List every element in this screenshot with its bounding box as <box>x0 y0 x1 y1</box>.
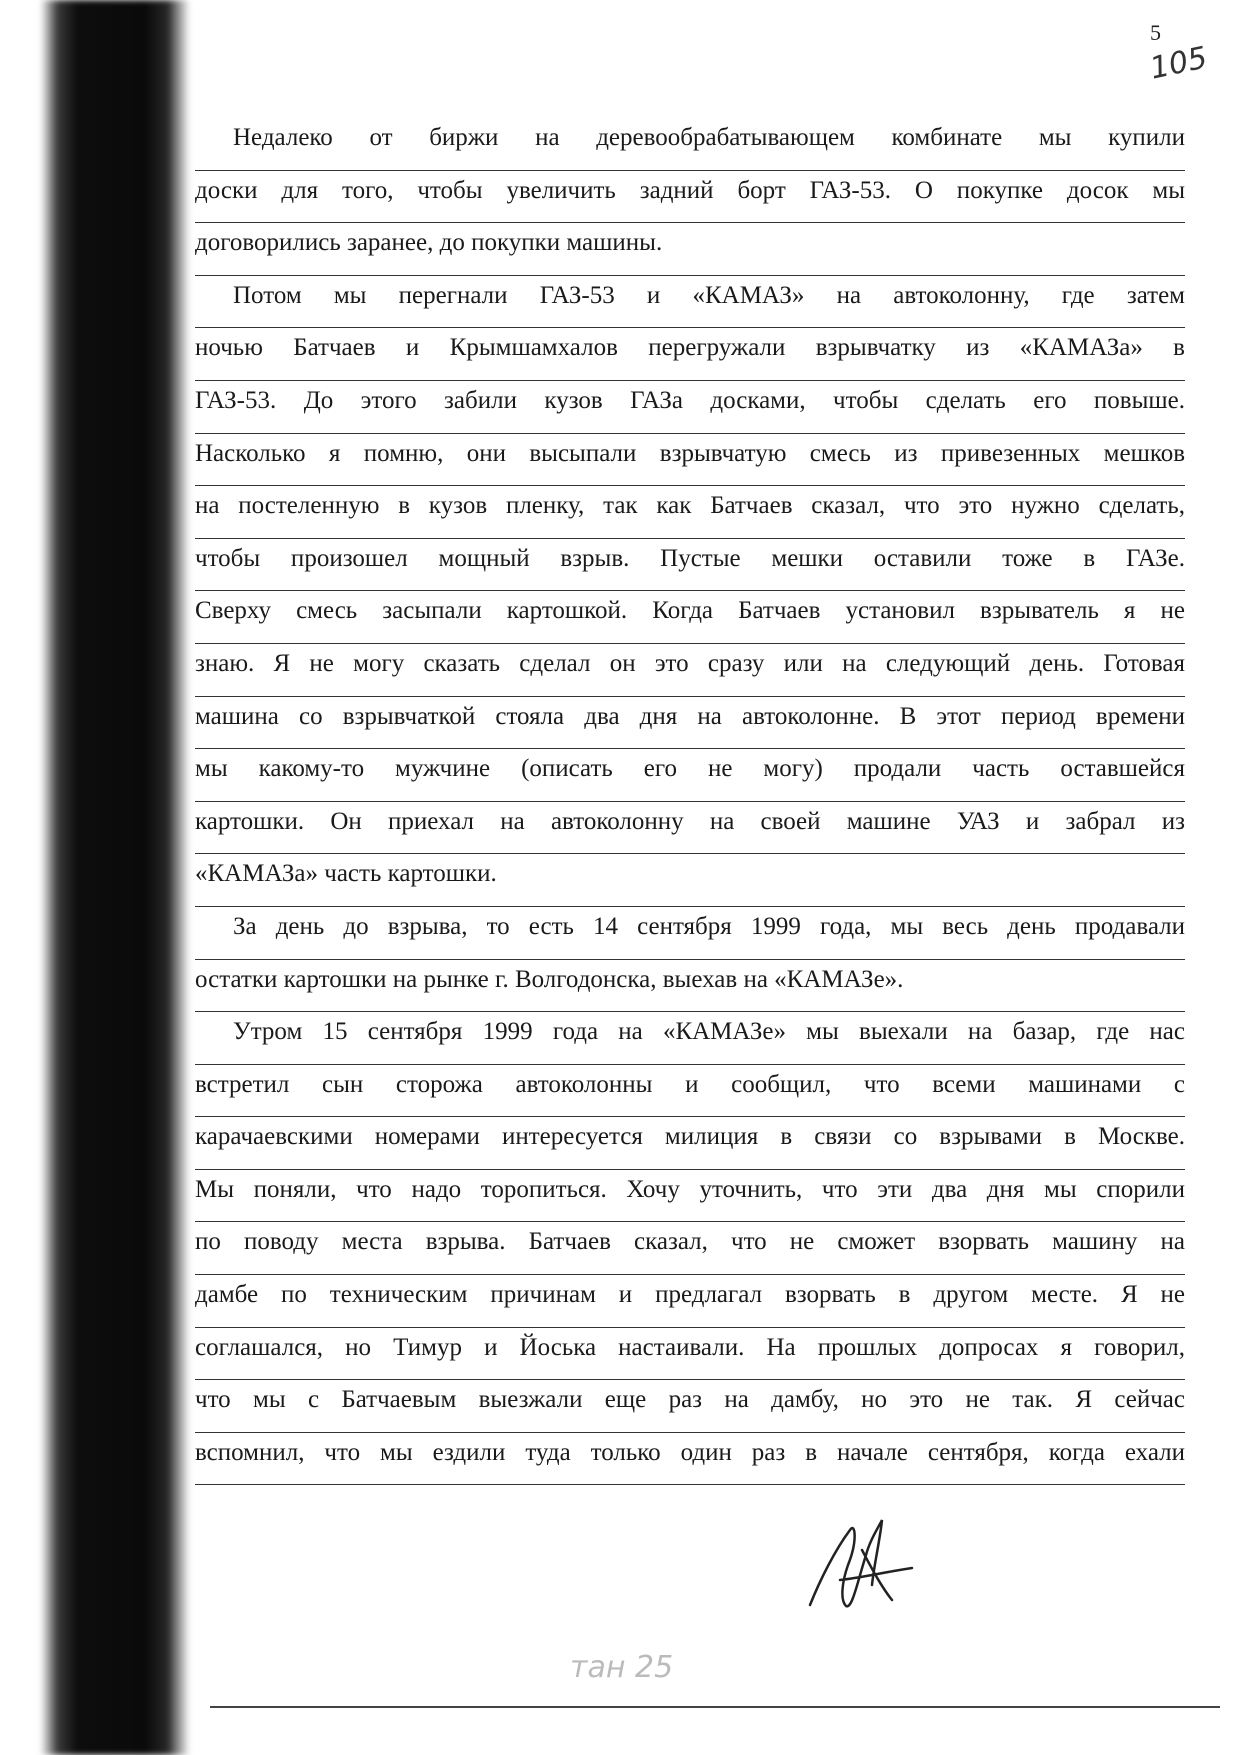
text-line: карачаевскими номерами интересуется милиция в связи со взрывами в Москве. <box>195 1117 1185 1170</box>
text-line: За день до взрыва, то есть 14 сентября 1999 года, мы весь день продавали <box>195 907 1185 960</box>
text-line: знаю. Я не могу сказать сделал он это сразу или на следующий день. Готовая <box>195 644 1185 697</box>
text-line: дамбе по техническим причинам и предлагал взорвать в другом месте. Я не <box>195 1275 1185 1328</box>
text-line: Сверху смесь засыпали картошкой. Когда Батчаев установил взрыватель я не <box>195 591 1185 644</box>
text-line: на постеленную в кузов пленку, так как Батчаев сказал, что это нужно сделать, <box>195 486 1185 539</box>
text-line: «КАМАЗа» часть картошки. <box>195 854 1185 907</box>
text-line: вспомнил, что мы ездили туда только один раз в начале сентября, когда ехали <box>195 1433 1185 1486</box>
text-line: Мы поняли, что надо торопиться. Хочу уточнить, что эти два дня мы спорили <box>195 1170 1185 1223</box>
text-line: соглашался, но Тимур и Йоська настаивали. На прошлых допросах я говорил, <box>195 1328 1185 1381</box>
text-line: договорились заранее, до покупки машины. <box>195 223 1185 276</box>
text-line: ночью Батчаев и Крымшамхалов перегружали взрывчатку из «КАМАЗа» в <box>195 328 1185 381</box>
text-line: картошки. Он приехал на автоколонну на своей машине УАЗ и забрал из <box>195 802 1185 855</box>
text-line: что мы с Батчаевым выезжали еще раз на дамбу, но это не так. Я сейчас <box>195 1380 1185 1433</box>
text-line: встретил сын сторожа автоколонны и сообщил, что всеми машинами с <box>195 1065 1185 1118</box>
redaction-strip <box>40 0 190 1755</box>
footer-rule <box>210 1706 1220 1708</box>
text-line: Недалеко от биржи на деревообрабатывающем комбинате мы купили <box>195 118 1185 171</box>
text-line: остатки картошки на рынке г. Волгодонска, выехав на «КАМАЗе». <box>195 960 1185 1013</box>
text-line: Потом мы перегнали ГАЗ-53 и «КАМАЗ» на автоколонну, где затем <box>195 276 1185 329</box>
text-line: доски для того, чтобы увеличить задний борт ГАЗ-53. О покупке досок мы <box>195 171 1185 224</box>
text-line: Насколько я помню, они высыпали взрывчатую смесь из привезенных мешков <box>195 434 1185 487</box>
signature <box>800 1510 920 1620</box>
text-line: мы какому-то мужчине (описать его не могу) продали часть оставшейся <box>195 749 1185 802</box>
text-line: машина со взрывчаткой стояла два дня на автоколонне. В этот период времени <box>195 697 1185 750</box>
text-line: Утром 15 сентября 1999 года на «КАМАЗе» мы выехали на базар, где нас <box>195 1012 1185 1065</box>
body-text <box>195 118 1185 1485</box>
page-number: 5 <box>1150 20 1161 45</box>
footer-handwritten-note: тан 25 <box>570 1650 674 1685</box>
text-line: ГАЗ-53. До этого забили кузов ГАЗа досками, чтобы сделать его повыше. <box>195 381 1185 434</box>
text-line: чтобы произошел мощный взрыв. Пустые мешки оставили тоже в ГАЗе. <box>195 539 1185 592</box>
handwritten-page-number: 105 <box>1146 40 1211 87</box>
text-line: по поводу места взрыва. Батчаев сказал, что не сможет взорвать машину на <box>195 1222 1185 1275</box>
